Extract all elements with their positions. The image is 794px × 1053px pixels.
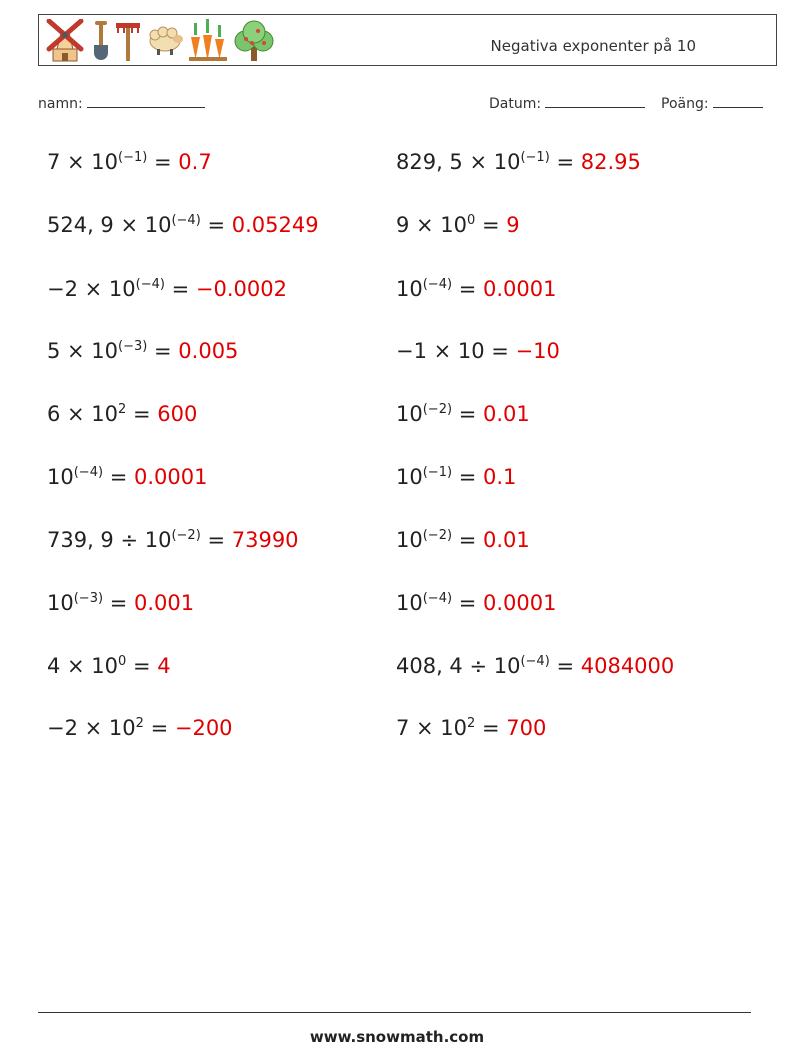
problem: $6 \times 10^2 = 600$ [47, 402, 198, 426]
problem: $4 \times 10^0 = 4$ [47, 654, 171, 678]
rake-icon [115, 19, 141, 63]
problem: $9 \times 10^0 = 9$ [396, 213, 520, 237]
problem: $-2 \times 10^{(-4)} = -0.0002$ [47, 277, 287, 301]
problem: $10^{(-4)} = 0.0001$ [47, 465, 208, 489]
answer: −200 [174, 716, 233, 740]
name-label: namn: [38, 96, 83, 112]
answer: 4 [157, 654, 171, 678]
name-field[interactable] [38, 93, 205, 112]
date-label: Datum: [489, 96, 542, 112]
worksheet-title: Negativa exponenter på 10 [490, 37, 696, 55]
name-line[interactable] [87, 93, 205, 108]
answer: 0.05249 [231, 213, 319, 237]
answer: 0.005 [178, 339, 239, 363]
problem: 829, $5 \times 10^{(-1)} = 82.95$ [396, 150, 641, 174]
problem: $7 \times 10^2 = 700$ [396, 716, 547, 740]
date-field[interactable] [489, 93, 645, 112]
answer: 9 [506, 213, 520, 237]
problem: $10^{(-3)} = 0.001$ [47, 591, 195, 615]
answer: 4084000 [580, 654, 675, 678]
score-label: Poäng: [661, 96, 709, 112]
windmill-icon [43, 19, 87, 63]
problem: 524, $9 \times 10^{(-4)} = 0.05249$ [47, 213, 319, 237]
answer: 82.95 [580, 150, 641, 174]
problem: 408, $4 \div 10^{(-4)} = 4084000$ [396, 654, 675, 678]
problem: −1 × 10 = −10 [396, 339, 560, 363]
answer: 0.0001 [483, 277, 557, 301]
shovel-icon [91, 19, 111, 63]
header-icons [43, 19, 277, 63]
problem: $-2 \times 10^2 = -200$ [47, 716, 233, 740]
problem: $7 \times 10^{(-1)} = 0.7$ [47, 150, 212, 174]
tree-icon [231, 19, 277, 63]
score-field[interactable] [661, 93, 763, 112]
sheep-icon [145, 19, 185, 63]
problem: $10^{(-4)} = 0.0001$ [396, 591, 557, 615]
answer: 600 [157, 402, 198, 426]
answer: 0.0001 [483, 591, 557, 615]
problem: $10^{(-2)} = 0.01$ [396, 528, 530, 552]
carrots-icon [189, 19, 227, 63]
answer: 0.01 [483, 402, 530, 426]
answer: 0.0001 [134, 465, 208, 489]
answer: 0.1 [483, 465, 517, 489]
problem: $10^{(-2)} = 0.01$ [396, 402, 530, 426]
answer: −0.0002 [195, 277, 287, 301]
answer: 0.001 [134, 591, 195, 615]
footer-divider [38, 1012, 751, 1013]
answer: 700 [506, 716, 547, 740]
problem: $10^{(-4)} = 0.0001$ [396, 277, 557, 301]
answer: 0.01 [483, 528, 530, 552]
answer: 0.7 [178, 150, 212, 174]
date-line[interactable] [545, 93, 645, 108]
answer: −10 [515, 339, 560, 363]
problem: $5 \times 10^{(-3)} = 0.005$ [47, 339, 239, 363]
problem: $10^{(-1)} = 0.1$ [396, 465, 517, 489]
header-box [38, 14, 777, 66]
problem: 739, $9 \div 10^{(-2)} = 73990$ [47, 528, 299, 552]
footer-url[interactable]: www.snowmath.com [309, 1028, 485, 1046]
answer: 73990 [231, 528, 299, 552]
score-line[interactable] [713, 93, 763, 108]
